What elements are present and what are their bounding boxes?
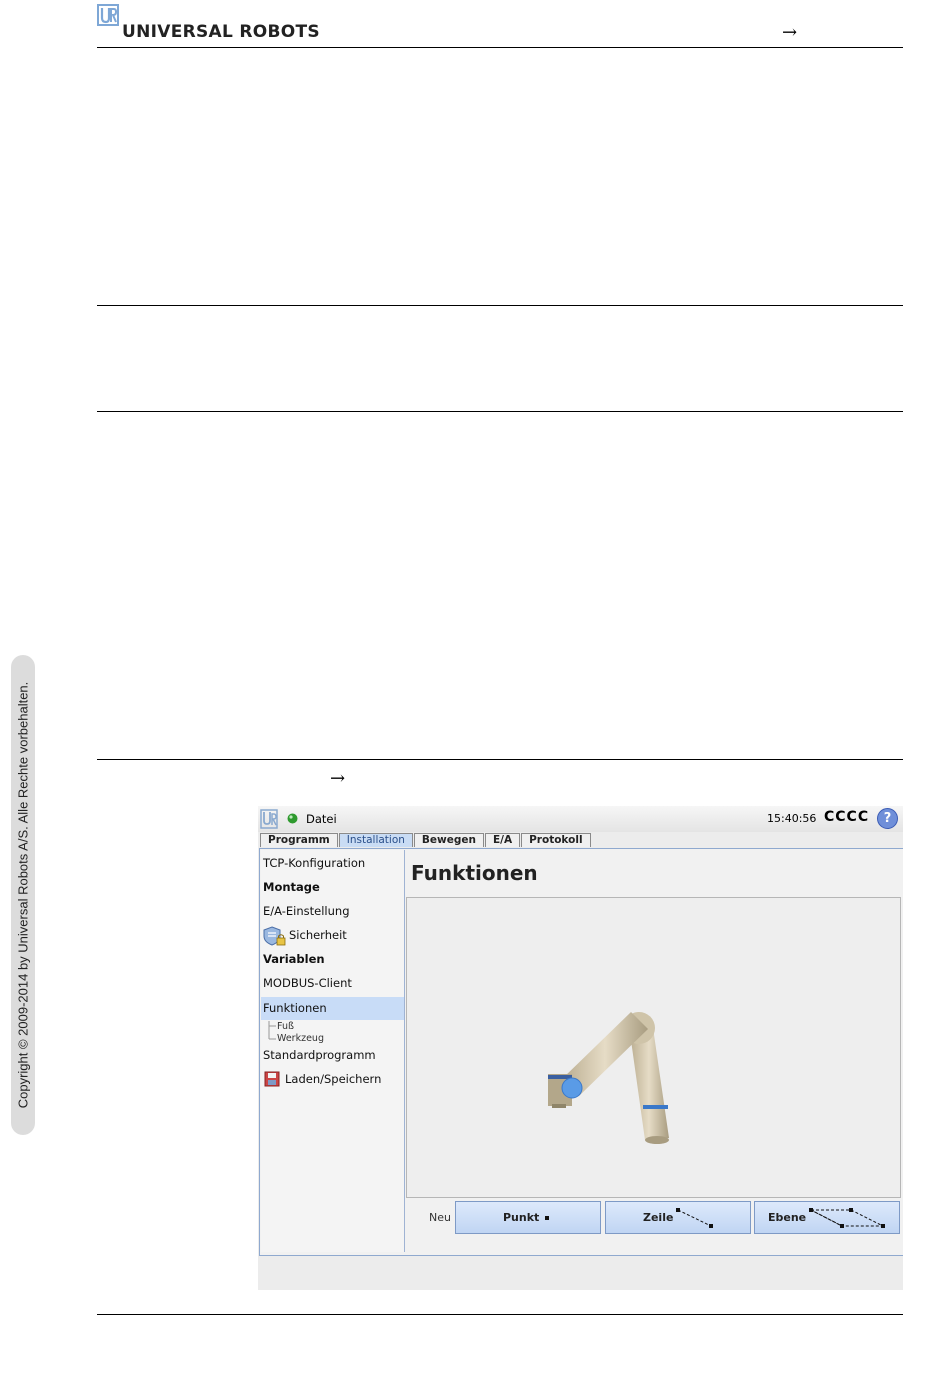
ur-logo bbox=[97, 4, 119, 26]
installation-nav bbox=[261, 850, 405, 1252]
clock: 15:40:56 bbox=[767, 812, 817, 825]
new-plane-button[interactable] bbox=[754, 1201, 900, 1234]
nav-item-sicherheit[interactable]: Sicherheit bbox=[289, 928, 347, 942]
installation-panel bbox=[259, 848, 903, 1256]
new-point-button[interactable] bbox=[455, 1201, 601, 1234]
safety-shield-icon bbox=[263, 925, 287, 947]
nav-item-laden-speichern[interactable]: Laden/Speichern bbox=[285, 1072, 382, 1086]
line-label: Zeile bbox=[643, 1211, 674, 1224]
plane-label: Ebene bbox=[768, 1211, 807, 1224]
status-ok-icon bbox=[287, 813, 298, 824]
tab-bewegen[interactable]: Bewegen bbox=[414, 833, 484, 847]
new-label: Neu bbox=[429, 1211, 451, 1224]
divider-3 bbox=[97, 759, 903, 760]
ur-logo-icon bbox=[97, 4, 119, 26]
tab-programm[interactable]: Programm bbox=[260, 833, 338, 847]
nav-item-standardprogramm[interactable]: Standardprogramm bbox=[263, 1048, 376, 1062]
robot-3d-view[interactable] bbox=[406, 897, 901, 1198]
feature-base[interactable]: Fuß bbox=[277, 1021, 294, 1032]
feature-tool[interactable]: Werkzeug bbox=[277, 1033, 324, 1044]
point-icon bbox=[544, 1215, 550, 1221]
point-label: Punkt bbox=[503, 1211, 540, 1224]
file-menu[interactable]: Datei bbox=[306, 812, 337, 826]
ur-small-logo-icon bbox=[260, 809, 278, 829]
copyright-text: Copyright © 2009-2014 by Universal Robots A/S. Alle Rechte vorbehalten. bbox=[15, 681, 31, 1109]
header-rule bbox=[97, 47, 903, 48]
brand-name: UNIVERSAL ROBOTS bbox=[122, 22, 320, 42]
divider-2 bbox=[97, 411, 903, 412]
main-tabs bbox=[260, 833, 592, 848]
footer-rule bbox=[97, 1314, 903, 1315]
new-line-button[interactable] bbox=[605, 1201, 751, 1234]
nav-item-montage[interactable]: Montage bbox=[263, 880, 320, 894]
help-icon: ? bbox=[883, 811, 892, 826]
figure-arrow: → bbox=[330, 768, 346, 789]
tree-lines-icon bbox=[267, 1021, 277, 1045]
tab-installation[interactable]: Installation bbox=[339, 833, 413, 847]
help-button[interactable] bbox=[877, 808, 898, 829]
tab-protokoll[interactable]: Protokoll bbox=[521, 833, 590, 847]
robot-arm-image bbox=[407, 898, 900, 1197]
page-title: Funktionen bbox=[411, 861, 538, 885]
divider-1 bbox=[97, 305, 903, 306]
top-bar bbox=[258, 806, 903, 832]
tab-ea[interactable]: E/A bbox=[485, 833, 520, 847]
polyscope-screenshot bbox=[258, 806, 903, 1290]
plane-icon bbox=[807, 1207, 887, 1229]
nav-item-ea-einstellung[interactable]: E/A-Einstellung bbox=[263, 904, 350, 918]
nav-item-funktionen[interactable]: Funktionen bbox=[263, 1001, 327, 1015]
nav-item-variablen[interactable]: Variablen bbox=[263, 952, 325, 966]
nav-item-modbus[interactable]: MODBUS-Client bbox=[263, 976, 352, 990]
header-arrow: → bbox=[782, 22, 798, 43]
nav-item-tcp[interactable]: TCP-Konfiguration bbox=[263, 856, 366, 870]
save-disk-icon bbox=[264, 1071, 280, 1087]
robot-name: CCCC bbox=[824, 809, 870, 825]
line-icon bbox=[676, 1207, 714, 1229]
